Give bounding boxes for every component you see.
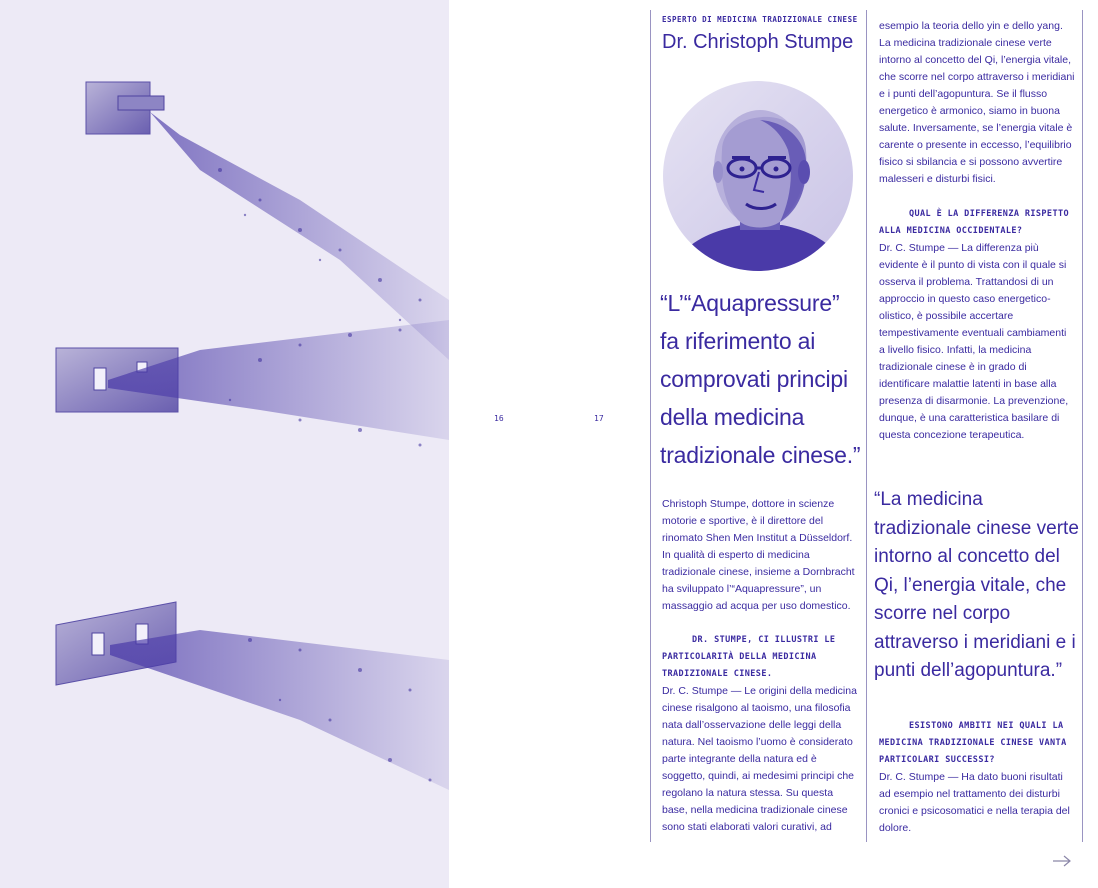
- speaker-label: Dr. C. Stumpe —: [879, 242, 959, 254]
- pull-quote-qi: “La medicina tradizionale cinese verte intorno al concetto del Qi, l’energia vitale, che scorre nel corpo attraverso i meridiani e i punti dell’agopuntura.”: [874, 489, 1079, 681]
- arrow-right-icon: [1052, 854, 1072, 868]
- speaker-label: Dr. C. Stumpe —: [662, 685, 742, 697]
- shower-jets-illustration: [0, 0, 449, 888]
- shower-jets-photo: [0, 0, 449, 888]
- question-block-3: [879, 718, 1075, 837]
- pull-quote-aquapressure: “L’“Aquapressure” fa riferimento ai comprovati principi della medicina tradizionale cinese.”: [660, 290, 861, 468]
- interview-header: [662, 14, 858, 55]
- next-page-button[interactable]: [1052, 854, 1072, 868]
- column-rule-left: [650, 10, 651, 842]
- answer-3-text: Ha dato buoni risultati ad esempio nel trattamento dei disturbi cronici e psicosomatici e nella terapia del dolore.: [879, 771, 1070, 834]
- answer-1: [662, 683, 858, 836]
- question-2: QUAL È LA DIFFERENZA RISPETTO ALLA MEDICINA OCCIDENTALE?: [879, 209, 1070, 236]
- speaker-label: Dr. C. Stumpe —: [879, 771, 959, 783]
- question-block-1: [662, 632, 858, 836]
- question-block-2: [879, 206, 1075, 444]
- answer-2: [879, 240, 1075, 444]
- expert-name: Dr. Christoph Stumpe: [662, 31, 854, 53]
- page-number-right: 17: [594, 414, 604, 423]
- column-rule-middle: [866, 10, 867, 842]
- role-kicker: ESPERTO DI MEDICINA TRADIZIONALE CINESE: [662, 15, 858, 24]
- intro-paragraph: Christoph Stumpe, dottore in scienze motorie e sportive, è il direttore del rinomato Shen Men Institut a Düsseldorf. In qualità di esperto di medicina tradizionale cinese, insieme a Dornbracht ha sviluppato l’“Aquapressure”, un massaggio ad acqua per uso domestico.: [662, 498, 855, 612]
- answer-1-continued: esempio la teoria dello yin e dello yang. La medicina tradizionale cinese verte intorno al concetto del Qi, l’energia vitale, che scorre nel corpo attraverso i meridiani e i punti dell’agopuntura. Se il flusso energetico è armonico, siamo in buona salute. Inversamente, se l’energia vitale è carente o presente in eccesso, l’equilibrio fisico si sbilancia e si possono avvertire malesseri e disturbi fisici.: [879, 20, 1075, 185]
- portrait-illustration: [662, 80, 854, 272]
- column-rule-right: [1082, 10, 1083, 842]
- page-number-left: 16: [494, 414, 504, 423]
- answer-3: [879, 769, 1075, 837]
- answer-2-text: La differenza più evidente è il punto di vista con il quale si osserva il problema. Trattandosi di un approccio in questo caso energetico-olistico, è possibile accertare tempestivamente eventuali cambiamenti a livello fisico. Infatti, la medicina tradizionale cinese è in grado di identificare malattie latenti in base alla presenza di disarmonie. La prevenzione, dunque, è una caratteristica basilare di questa concezione terapeutica.: [879, 242, 1069, 441]
- question-1: DR. STUMPE, CI ILLUSTRI LE PARTICOLARITÀ DELLA MEDICINA TRADIZIONALE CINESE.: [662, 635, 836, 679]
- portrait-photo: [662, 80, 854, 272]
- answer-1-text: Le origini della medicina cinese risalgono al taoismo, una filosofia nata dall’osservazione delle leggi della natura. Nel taoismo l’uomo è considerato parte integrante della natura ed è soggetto, quindi, ai medesimi principi che regolano la natura stessa. Su questa base, nella medicina tradizionale cinese sono stati elaborati valori curativi, ad: [662, 685, 857, 833]
- question-3: ESISTONO AMBITI NEI QUALI LA MEDICINA TRADIZIONALE CINESE VANTA PARTICOLARI SUCCESSI?: [879, 721, 1067, 765]
